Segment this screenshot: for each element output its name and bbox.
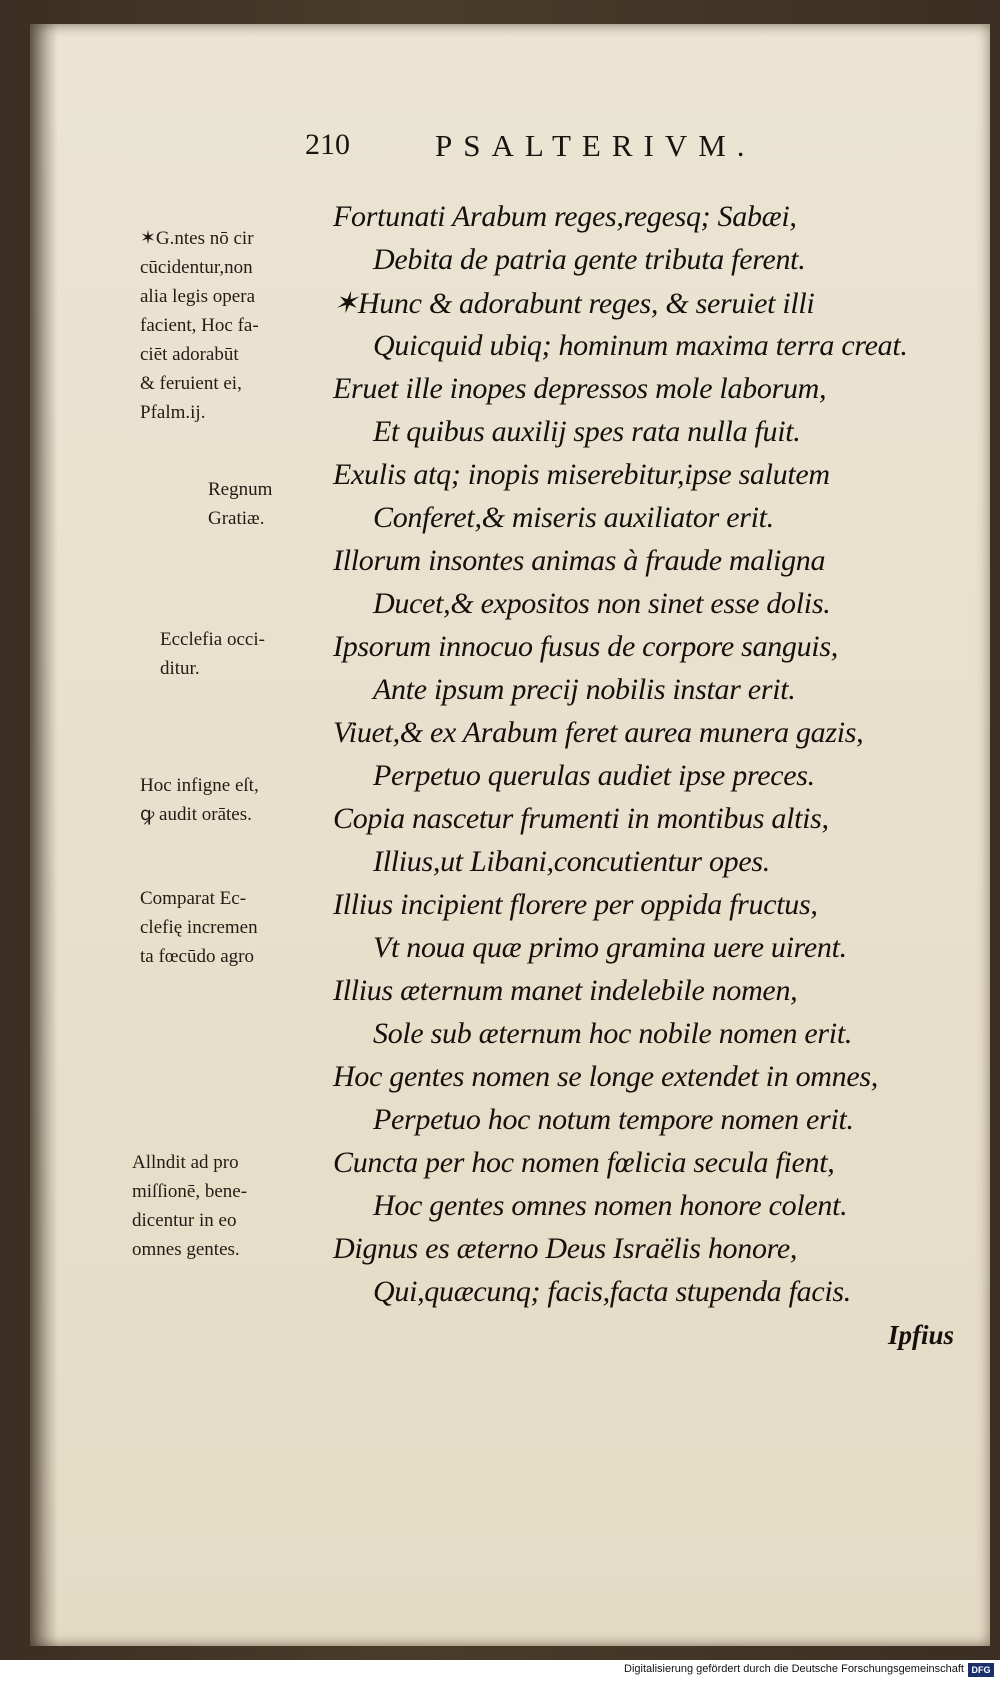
verse-line: Perpetuo hoc notum tempore nomen erit. — [373, 1103, 854, 1136]
gloss-line: ditur. — [160, 658, 200, 679]
gloss-line: Comparat Ec- — [140, 888, 247, 909]
funding-credit: Digitalisierung gefördert durch die Deutsche Forschungsgemeinschaft — [624, 1663, 964, 1675]
gloss-line: Hoc infigne eſt, — [140, 775, 259, 796]
verse-line: Perpetuo querulas audiet ipse preces. — [373, 759, 815, 792]
gloss-line: ta fœcūdo agro — [140, 946, 254, 967]
gloss-line: Regnum — [208, 479, 273, 500]
gloss-line: clefię incremen — [140, 917, 258, 938]
verse-line: Illius,ut Libani,concutientur opes. — [373, 845, 770, 878]
catchword: Ipfius — [888, 1320, 955, 1350]
running-title: PSALTERIVM. — [435, 128, 756, 163]
gloss-line: miſſionē, bene- — [132, 1181, 248, 1202]
verse-line: Ipsorum innocuo fusus de corpore sanguis, — [333, 630, 838, 663]
verse-line: Ducet,& expositos non sinet esse dolis. — [373, 587, 831, 620]
gloss-line: facient, Hoc fa- — [140, 315, 259, 336]
verse-line: Copia nascetur frumenti in montibus altis, — [333, 802, 829, 835]
page-number: 210 — [305, 128, 350, 161]
verse-line: Debita de patria gente tributa ferent. — [373, 243, 806, 276]
gloss-line: ✶G.ntes nō cir — [140, 228, 254, 249]
gloss-line: ꝙ audit orātes. — [140, 804, 252, 825]
gloss-line: Allndit ad pro — [132, 1152, 239, 1173]
marginal-gloss-ecclesia — [160, 625, 265, 683]
gutter-shadow — [30, 24, 58, 1646]
marginal-gloss-gentes — [140, 224, 259, 427]
gloss-line: ciēt adorabūt — [140, 344, 239, 365]
page-header — [305, 128, 865, 168]
verse-line: Qui,quæcunq; facis,facta stupenda facis. — [373, 1275, 851, 1308]
verse-line: Fortunati Arabum reges,regesq; Sabæi, — [333, 200, 797, 233]
verse-line: Dignus es æterno Deus Israëlis honore, — [333, 1232, 798, 1265]
marginal-gloss-insigne — [140, 771, 259, 829]
verse-line: Hoc gentes nomen se longe extendet in omnes, — [333, 1060, 878, 1093]
gloss-line: dicentur in eo — [132, 1210, 237, 1231]
verse-line: Conferet,& miseris auxiliator erit. — [373, 501, 774, 534]
marginal-gloss-comparat — [140, 884, 258, 971]
verse-line: Quicquid ubiq; hominum maxima terra creat. — [373, 329, 908, 362]
verse-line: Illorum insontes animas à fraude maligna — [333, 544, 826, 577]
gloss-line: alia legis opera — [140, 286, 256, 307]
verse-line: Et quibus auxilij spes rata nulla fuit. — [373, 415, 801, 448]
verse-line: Sole sub æternum hoc nobile nomen erit. — [373, 1017, 853, 1050]
gloss-line: & feruient ei, — [140, 373, 242, 394]
gloss-line: Gratiæ. — [208, 508, 265, 529]
verse-line: Ante ipsum precij nobilis instar erit. — [373, 673, 796, 706]
verse-line: Vt noua quæ primo gramina uere uirent. — [373, 931, 847, 964]
verse-line: Hoc gentes omnes nomen honore colent. — [373, 1189, 848, 1222]
marginal-gloss-alludit — [132, 1148, 247, 1264]
gloss-line: cūcidentur,non — [140, 257, 253, 278]
verse-line: Exulis atq; inopis miserebitur,ipse salutem — [333, 458, 830, 491]
verse-line: ✶Hunc & adorabunt reges, & seruiet illi — [333, 287, 815, 320]
verse-line: Viuet,& ex Arabum feret aurea munera gazis, — [333, 716, 864, 749]
verse-line: Illius incipient florere per oppida fructus, — [333, 888, 818, 921]
verse-line: Cuncta per hoc nomen fœlicia secula fient, — [333, 1146, 835, 1179]
verse-line: Illius æternum manet indelebile nomen, — [333, 974, 798, 1007]
dfg-logo: DFG — [968, 1663, 994, 1677]
gloss-line: Pfalm.ij. — [140, 402, 206, 423]
marginal-gloss-regnum — [208, 475, 272, 533]
gloss-line: omnes gentes. — [132, 1239, 240, 1260]
digitization-footer — [0, 1660, 1000, 1682]
gloss-line: Ecclefia occi- — [160, 629, 265, 650]
verse-line: Eruet ille inopes depressos mole laborum, — [333, 372, 827, 405]
